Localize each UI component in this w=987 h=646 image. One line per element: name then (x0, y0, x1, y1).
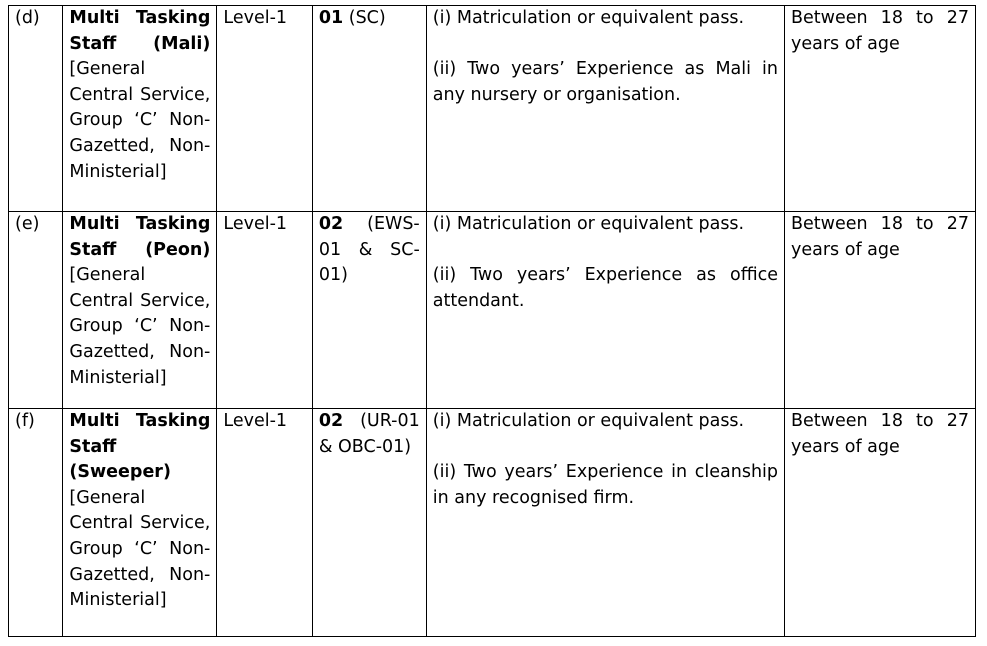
age-cell (785, 409, 976, 637)
age-cell (785, 6, 976, 212)
age-cell (785, 212, 976, 409)
age-limit: Between 18 to 27 years of age (791, 411, 969, 457)
vacancies-cell (312, 6, 426, 212)
age-limit: Between 18 to 27 years of age (791, 8, 969, 54)
post-cell (63, 409, 217, 637)
serial-number: (d) (15, 8, 40, 28)
post-title: Multi Tasking Staff (Mali) (69, 8, 211, 54)
pay-level: Level-1 (223, 8, 288, 28)
qualification-cell (426, 212, 784, 409)
vacancies-count: 01 (318, 8, 344, 28)
serial-cell (9, 6, 63, 212)
table-row (9, 6, 976, 212)
qualification-experience: (ii) Two years’ Experience in cleanship in any recognised firm. (432, 462, 779, 508)
post-cell (63, 212, 217, 409)
posts-table (8, 5, 976, 637)
pay-level-cell (217, 212, 312, 409)
table-row (9, 212, 976, 409)
pay-level-cell (217, 6, 312, 212)
vacancies-detail: (UR-01 & OBC-01) (318, 411, 420, 457)
qualification-cell (426, 6, 784, 212)
vacancies-count: 02 (318, 411, 344, 431)
post-title: Multi Tasking Staff (Peon) (69, 214, 211, 260)
pay-level: Level-1 (223, 214, 288, 234)
qualification-cell (426, 409, 784, 637)
serial-cell (9, 212, 63, 409)
vacancies-cell (312, 212, 426, 409)
vacancies-count: 02 (318, 214, 344, 234)
qualification-essential: (i) Matriculation or equivalent pass. (432, 214, 745, 234)
vacancies-cell (312, 409, 426, 637)
post-description: [General Central Service, Group ‘C’ Non-Gazetted, Non-Ministerial] (69, 265, 211, 388)
serial-number: (e) (15, 214, 40, 234)
post-cell (63, 6, 217, 212)
pay-level-cell (217, 409, 312, 637)
post-description: [General Central Service, Group ‘C’ Non-Gazetted, Non-Ministerial] (69, 59, 211, 182)
post-title: Multi Tasking Staff (Sweeper) (69, 411, 211, 483)
serial-cell (9, 409, 63, 637)
serial-number: (f) (15, 411, 35, 431)
qualification-experience: (ii) Two years’ Experience as Mali in any nursery or organisation. (432, 59, 779, 105)
pay-level: Level-1 (223, 411, 288, 431)
post-description: [General Central Service, Group ‘C’ Non-Gazetted, Non-Ministerial] (69, 487, 211, 611)
qualification-essential: (i) Matriculation or equivalent pass. (432, 8, 745, 28)
vacancies-detail: (EWS-01 & SC-01) (318, 214, 420, 286)
qualification-experience: (ii) Two years’ Experience as office attendant. (432, 265, 779, 311)
vacancies-detail: (SC) (343, 8, 386, 28)
age-limit: Between 18 to 27 years of age (791, 214, 969, 260)
table-row (9, 409, 976, 637)
qualification-essential: (i) Matriculation or equivalent pass. (432, 411, 745, 431)
